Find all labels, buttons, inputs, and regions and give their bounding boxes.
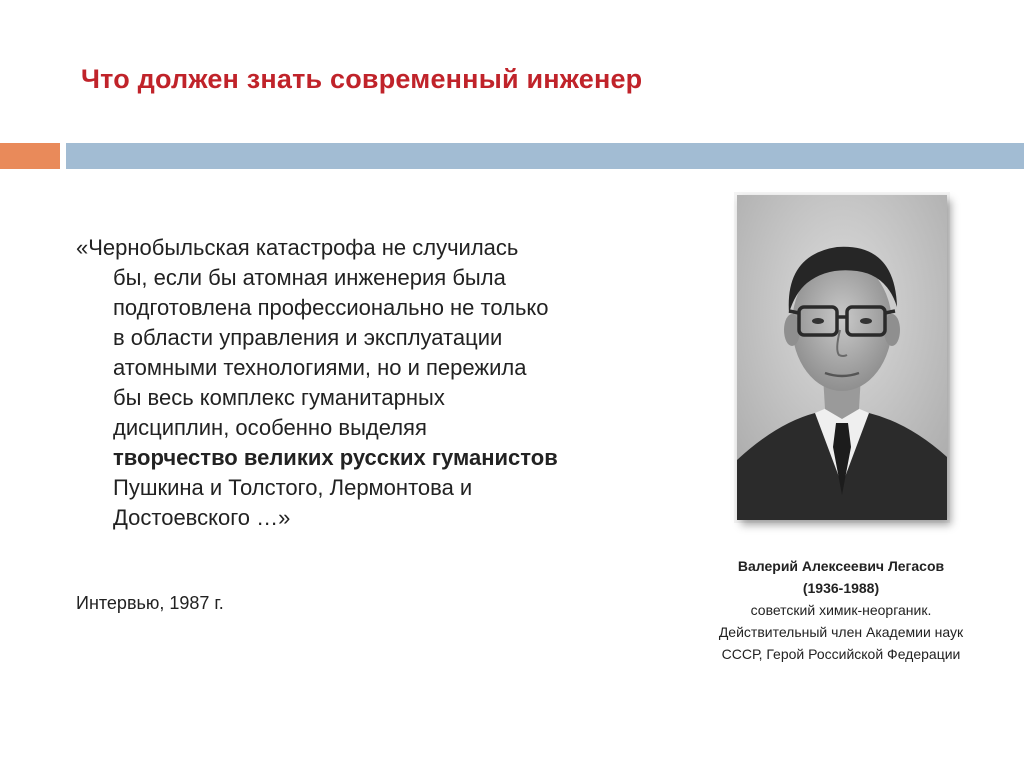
quote-line: дисциплин, особенно выделяя <box>113 415 427 440</box>
quote-line: атомными технологиями, но и пережила <box>113 355 527 380</box>
slide-title: Что должен знать современный инженер <box>81 64 643 94</box>
quote-line: в области управления и эксплуатации <box>113 325 503 350</box>
quote-line: «Чернобыльская катастрофа не случилась <box>76 235 519 260</box>
quote-source: Интервью, 1987 г. <box>76 593 224 613</box>
portrait-caption <box>676 555 1006 665</box>
quote-line: бы, если бы атомная инженерия была <box>113 265 506 290</box>
portrait-photo <box>737 195 947 520</box>
person-title: СССР, Герой Российской Федерации <box>721 646 961 662</box>
quote-text <box>76 233 666 533</box>
title-rule-bar <box>66 143 1024 169</box>
quote-line: Достоевского …» <box>113 505 291 530</box>
person-years: (1936-1988) <box>802 580 880 596</box>
person-description: советский химик-неорганик. <box>750 602 932 618</box>
title-rule-accent <box>0 143 60 169</box>
quote-line: Пушкина и Толстого, Лермонтова и <box>113 475 473 500</box>
portrait-icon <box>737 195 947 520</box>
quote-line-emphasis: творчество великих русских гуманистов <box>113 445 558 470</box>
person-name: Валерий Алексеевич Легасов <box>737 558 945 574</box>
quote-line: подготовлена профессионально не только <box>113 295 549 320</box>
quote-line: бы весь комплекс гуманитарных <box>113 385 445 410</box>
person-title: Действительный член Академии наук <box>718 624 964 640</box>
